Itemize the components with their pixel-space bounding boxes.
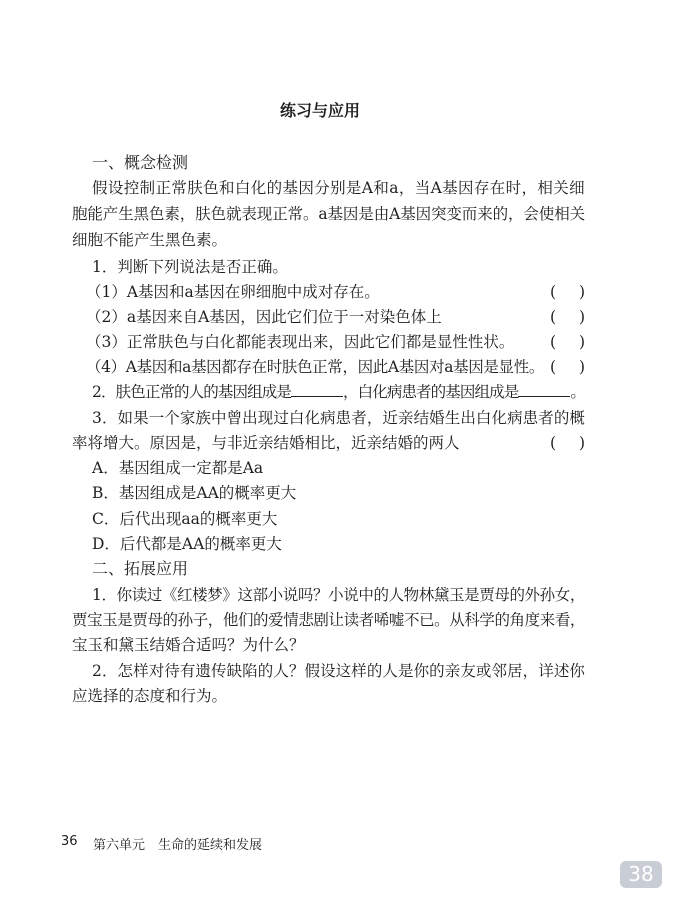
option-a: A．基因组成一定都是Aa <box>92 459 264 477</box>
footer-unit-title: 第六单元 生命的延续和发展 <box>93 838 263 853</box>
extension-q2-line: 应选择的态度和行为。 <box>72 687 228 705</box>
page-number: 36 <box>61 834 78 849</box>
judgement-item: （2）a基因来自A基因，因此它们位于一对染色体上 <box>86 308 442 326</box>
paren-open: ( <box>550 308 557 326</box>
question-2 <box>92 382 585 402</box>
q2-text: 。 <box>570 383 585 401</box>
q2-text: ，白化病患者的基因组成是 <box>342 383 519 401</box>
paren-close: ) <box>578 308 585 326</box>
judgement-item: （4）A基因和a基因都存在时肤色正常，因此A基因对a基因是显性。 <box>86 358 545 376</box>
question-3-stem: 3．如果一个家族中曾出现过白化病患者，近亲结婚生出白化病患者的概 <box>92 409 585 427</box>
answer-bracket[interactable] <box>550 357 585 377</box>
option-b: B．基因组成是AA的概率更大 <box>92 484 297 502</box>
option-c: C．后代出现aa的概率更大 <box>92 510 278 528</box>
q2-text: 2．肤色正常的人的基因组成是 <box>92 383 291 401</box>
viewer-page-badge: 38 <box>620 861 662 888</box>
intro-line: 假设控制正常肤色和白化的基因分别是A和a，当A基因存在时，相关细 <box>92 179 586 197</box>
answer-bracket[interactable] <box>550 282 585 302</box>
paren-close: ) <box>578 358 585 376</box>
answer-blank[interactable] <box>518 382 570 397</box>
answer-blank[interactable] <box>291 382 343 397</box>
page-title: 练习与应用 <box>279 101 360 120</box>
judgement-item: （1）A基因和a基因在卵细胞中成对存在。 <box>86 283 380 301</box>
extension-q1-line: 宝玉和黛玉结婚合适吗？为什么？ <box>72 636 305 654</box>
paren-open: ( <box>550 333 557 351</box>
paren-open: ( <box>550 434 557 452</box>
question-1-stem: 1．判断下列说法是否正确。 <box>92 258 288 276</box>
extension-q1-line: 贾宝玉是贾母的孙子，他们的爱情悲剧让读者唏嘘不已。从科学的角度来看， <box>72 611 585 629</box>
extension-q1-line: 1．你读过《红楼梦》这部小说吗？小说中的人物林黛玉是贾母的外孙女， <box>92 586 585 604</box>
paren-close: ) <box>578 283 585 301</box>
answer-bracket[interactable] <box>550 307 585 327</box>
answer-bracket[interactable] <box>550 332 585 352</box>
section-heading-concept-check: 一、概念检测 <box>92 153 189 172</box>
intro-line: 细胞不能产生黑色素。 <box>72 231 228 249</box>
paren-close: ) <box>578 434 585 452</box>
paren-open: ( <box>550 358 557 376</box>
paren-close: ) <box>578 333 585 351</box>
extension-q2-line: 2．怎样对待有遗传缺陷的人？假设这样的人是你的亲友或邻居，详述你 <box>92 662 585 680</box>
option-d: D．后代都是AA的概率更大 <box>92 535 282 553</box>
intro-line: 胞能产生黑色素，肤色就表现正常。a基因是由A基因突变而来的，会使相关 <box>72 205 586 223</box>
question-3-stem: 率将增大。原因是，与非近亲结婚相比，近亲结婚的两人 <box>72 434 460 452</box>
answer-bracket[interactable] <box>550 433 585 453</box>
judgement-item: （3）正常肤色与白化都能表现出来，因此它们都是显性性状。 <box>86 333 515 351</box>
paren-open: ( <box>550 283 557 301</box>
section-heading-extension: 二、拓展应用 <box>92 559 189 578</box>
